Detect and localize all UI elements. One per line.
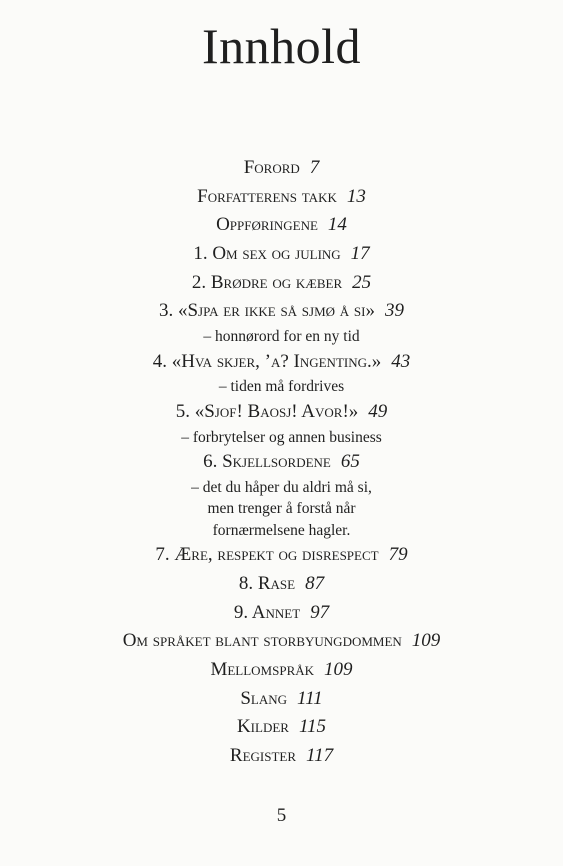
toc-entry-label: Kilder	[236, 716, 289, 738]
toc-entry-label: 5. «Sjof! Baosj! Avor!»	[175, 400, 359, 422]
toc-entry	[0, 541, 563, 570]
toc-entry-line	[0, 448, 563, 477]
toc-entry-label: Slang	[240, 687, 287, 709]
toc-entry-label: Om språket blant storbyungdommen	[122, 630, 402, 652]
toc-entry-page-number: 39	[385, 300, 404, 322]
toc-entry-page-number: 13	[346, 185, 366, 207]
toc-entry	[0, 656, 563, 685]
toc-entry-line	[0, 269, 563, 298]
toc-entry-line	[0, 742, 563, 771]
toc-entry-subtitle: fornærmelsene hagler.	[212, 521, 351, 539]
toc-entry-label: Mellomspråk	[210, 658, 315, 680]
toc-entry-page-number: 97	[310, 601, 330, 623]
toc-entry	[0, 685, 563, 714]
toc-entry-page-number: 111	[297, 687, 323, 709]
toc-entry-line	[0, 183, 563, 212]
toc-entry	[0, 627, 563, 656]
toc-entry-line	[0, 599, 563, 628]
toc-entry-page-number: 14	[327, 214, 347, 236]
toc-entry	[0, 713, 563, 742]
toc-entry	[0, 269, 563, 298]
toc-entry-label: 4. «Hva skjer, ’a? Ingenting.»	[152, 350, 382, 372]
toc-entry-page-number: 49	[368, 400, 388, 422]
toc-entry-line	[0, 541, 563, 570]
toc-entry-subtitle: – honnørord for en ny tid	[203, 328, 360, 346]
toc-entry-line	[0, 570, 563, 599]
toc-entry-line	[0, 627, 563, 656]
toc-entry	[0, 448, 563, 541]
toc-entry-page-number: 65	[340, 451, 360, 472]
toc-entry	[0, 398, 563, 448]
toc-entry-line	[0, 297, 563, 326]
toc-entry-label: 6. Skjellsordene	[203, 451, 331, 472]
toc-entry-page-number: 43	[391, 350, 411, 372]
toc-entry-line	[0, 656, 563, 685]
toc-entry-label: 8. Rase	[238, 572, 296, 594]
toc-entry	[0, 599, 563, 628]
toc-entry	[0, 211, 563, 240]
toc-entry	[0, 154, 563, 183]
toc-entry-label: 1. Om sex og juling	[193, 243, 341, 265]
toc-entry-page-number: 7	[309, 157, 320, 178]
toc-entry-page-number: 109	[324, 658, 353, 680]
toc-entry	[0, 240, 563, 269]
toc-entry-label: 3. «Sjpa er ikke så sjmø å si»	[158, 300, 375, 322]
toc-entry-line	[0, 398, 563, 427]
toc-entry-page-number: 117	[306, 745, 334, 766]
toc-entry-page-number: 109	[411, 630, 441, 652]
toc-entry	[0, 183, 563, 212]
toc-entry-line	[0, 240, 563, 269]
toc-entry-line	[0, 348, 563, 377]
toc-entry-line	[0, 713, 563, 742]
toc-entry-label: Forord	[243, 157, 300, 178]
toc-entry-label: Forfatterens takk	[197, 185, 337, 207]
toc-entry-page-number: 87	[305, 572, 325, 594]
page-title: Innhold	[201, 18, 362, 74]
toc-entry	[0, 742, 563, 771]
toc-entry-subtitle: men trenger å forstå når	[207, 500, 356, 518]
toc-entry	[0, 348, 563, 398]
page-number: 5	[276, 805, 287, 826]
toc-entry-page-number: 17	[350, 243, 370, 265]
table-of-contents	[0, 154, 563, 771]
toc-entry-subtitle: – forbrytelser og annen business	[181, 428, 382, 446]
toc-entry-subtitle: – det du håper du aldri må si,	[191, 478, 372, 496]
toc-entry-page-number: 79	[388, 544, 408, 566]
toc-entry-subtitle: – tiden må fordrives	[218, 378, 345, 396]
toc-entry-label: Oppføringene	[216, 214, 318, 236]
toc-entry-line	[0, 154, 563, 183]
toc-entry	[0, 297, 563, 347]
toc-entry	[0, 570, 563, 599]
toc-entry-line	[0, 211, 563, 240]
toc-entry-label: Register	[229, 745, 297, 766]
toc-entry-page-number: 25	[352, 271, 372, 293]
toc-entry-line	[0, 685, 563, 714]
toc-entry-label: 9. Annet	[233, 601, 301, 623]
toc-entry-label: 2. Brødre og kæber	[191, 271, 343, 293]
toc-entry-label: 7. Ære, respekt og disrespect	[155, 544, 379, 566]
toc-entry-page-number: 115	[298, 716, 327, 738]
